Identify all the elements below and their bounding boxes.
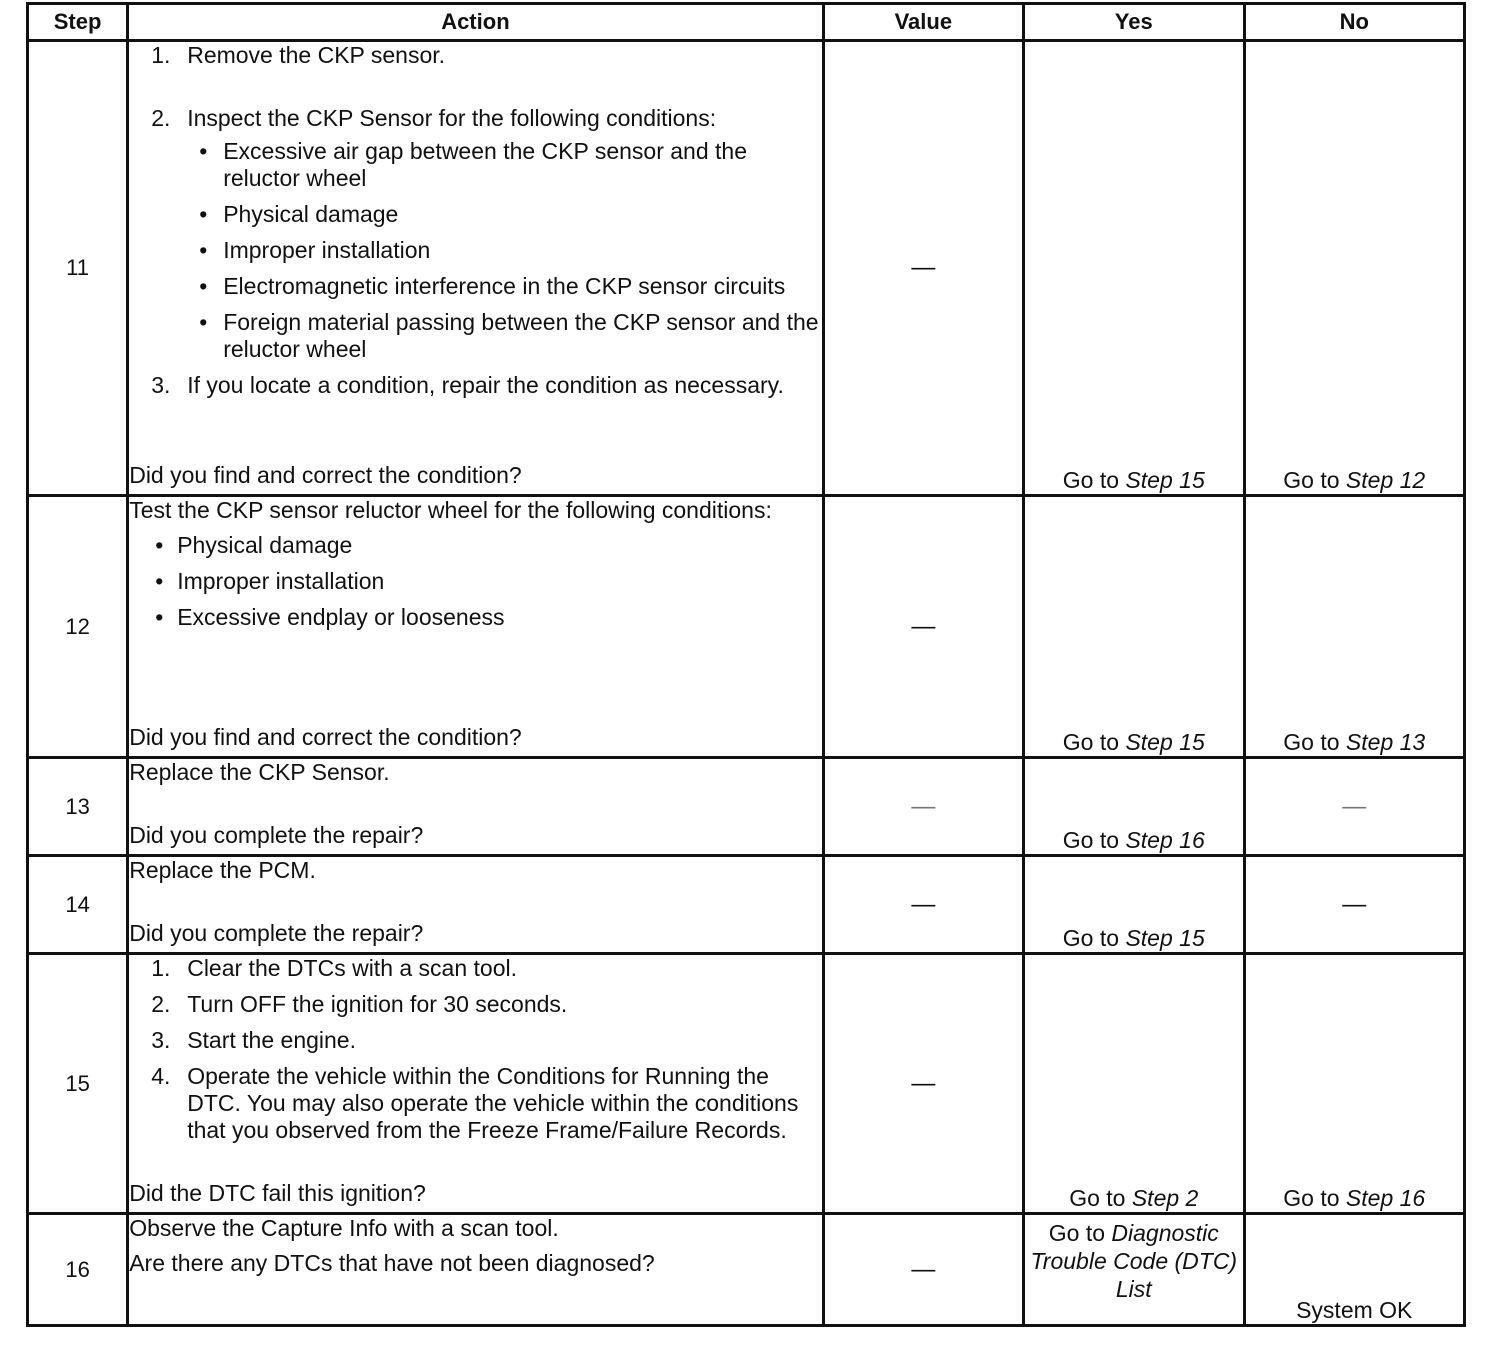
list-item bbox=[129, 42, 821, 69]
table-row-step-11 bbox=[28, 41, 1465, 496]
item-number: 2. bbox=[151, 991, 171, 1017]
bullet-item: • Excessive endplay or looseness bbox=[129, 604, 821, 631]
question-text: Are there any DTCs that have not been diagnosed? bbox=[129, 1250, 655, 1276]
list-item bbox=[129, 1027, 821, 1054]
header-no: No bbox=[1244, 4, 1465, 41]
value-cell: — bbox=[823, 856, 1023, 954]
intro-text: Replace the PCM. bbox=[129, 857, 316, 883]
action-cell bbox=[128, 1214, 823, 1326]
action-cell bbox=[128, 496, 823, 758]
item-text: Inspect the CKP Sensor for the following conditions: bbox=[187, 105, 717, 131]
no-cell: — bbox=[1244, 856, 1465, 954]
step-number: 16 bbox=[28, 1214, 128, 1326]
goto-prefix: Go to bbox=[1048, 1220, 1112, 1246]
no-cell bbox=[1244, 41, 1465, 496]
item-number: 1. bbox=[151, 955, 171, 981]
goto-prefix: Go to bbox=[1283, 467, 1346, 493]
item-text: Turn OFF the ignition for 30 seconds. bbox=[187, 991, 568, 1017]
step-number: 12 bbox=[28, 496, 128, 758]
bullet-item: • Excessive air gap between the CKP sensor and the reluctor wheel bbox=[187, 138, 821, 192]
question-text: Did you complete the repair? bbox=[129, 822, 424, 848]
yes-step-link[interactable]: Step 15 bbox=[1125, 729, 1205, 755]
item-text: Remove the CKP sensor. bbox=[187, 42, 446, 68]
header-row bbox=[28, 4, 1465, 41]
numbered-list bbox=[129, 955, 821, 1144]
item-number: 1. bbox=[151, 42, 171, 68]
yes-cell bbox=[1024, 41, 1244, 496]
table-row-step-12 bbox=[28, 496, 1465, 758]
yes-step-link[interactable]: Step 16 bbox=[1125, 827, 1205, 853]
yes-cell bbox=[1024, 856, 1244, 954]
goto-prefix: Go to bbox=[1283, 729, 1346, 755]
bullet-item: • Improper installation bbox=[129, 568, 821, 595]
step-number: 14 bbox=[28, 856, 128, 954]
yes-step-link[interactable]: Step 15 bbox=[1125, 467, 1205, 493]
item-number: 3. bbox=[151, 1027, 171, 1053]
value-cell: — bbox=[823, 954, 1023, 1214]
bullet-item: • Electromagnetic interference in the CKP sensor circuits bbox=[187, 273, 821, 300]
diagnostic-table bbox=[26, 2, 1466, 1327]
question-text: Did the DTC fail this ignition? bbox=[129, 1180, 426, 1206]
item-text: Start the engine. bbox=[187, 1027, 356, 1053]
value-cell: — bbox=[823, 41, 1023, 496]
action-cell bbox=[128, 41, 823, 496]
yes-cell bbox=[1024, 496, 1244, 758]
no-step-link[interactable]: Step 12 bbox=[1345, 467, 1426, 493]
table-row-step-14 bbox=[28, 856, 1465, 954]
bullet-list bbox=[187, 138, 821, 363]
goto-prefix: Go to bbox=[1062, 827, 1126, 853]
table-row-step-13 bbox=[28, 758, 1465, 856]
step-number: 13 bbox=[28, 758, 128, 856]
step-number: 11 bbox=[28, 41, 128, 496]
header-yes: Yes bbox=[1024, 4, 1244, 41]
list-item bbox=[129, 105, 821, 363]
goto-prefix: Go to bbox=[1283, 1185, 1346, 1211]
value-cell: — bbox=[823, 758, 1023, 856]
question-text: Did you find and correct the condition? bbox=[129, 462, 522, 488]
item-text: Clear the DTCs with a scan tool. bbox=[187, 955, 517, 981]
goto-prefix: Go to bbox=[1062, 925, 1126, 951]
question-text: Did you complete the repair? bbox=[129, 920, 424, 946]
action-cell bbox=[128, 954, 823, 1214]
yes-dtc-list-link[interactable]: Diagnostic Trouble Code (DTC) List bbox=[1030, 1220, 1238, 1302]
bullet-item: • Foreign material passing between the CKP sensor and the reluctor wheel bbox=[187, 309, 821, 363]
table-row-step-16 bbox=[28, 1214, 1465, 1326]
no-step-link[interactable]: Step 16 bbox=[1345, 1185, 1426, 1211]
action-cell bbox=[128, 758, 823, 856]
no-step-link[interactable]: Step 13 bbox=[1345, 729, 1426, 755]
list-item bbox=[129, 991, 821, 1018]
numbered-list bbox=[129, 42, 821, 399]
list-item bbox=[129, 955, 821, 982]
goto-prefix: Go to bbox=[1062, 729, 1126, 755]
item-number: 3. bbox=[151, 372, 171, 398]
goto-prefix: Go to bbox=[1069, 1185, 1132, 1211]
value-cell: — bbox=[823, 1214, 1023, 1326]
item-text: Operate the vehicle within the Conditions for Running the DTC. You may also operate the vehicle within the conditions that you observed from the Freeze Frame/Failure Records. bbox=[187, 1063, 799, 1143]
intro-text: Test the CKP sensor reluctor wheel for the following conditions: bbox=[129, 497, 772, 523]
bullet-item: • Physical damage bbox=[129, 532, 821, 559]
bullet-item: • Improper installation bbox=[187, 237, 821, 264]
yes-step-link[interactable]: Step 2 bbox=[1131, 1185, 1199, 1211]
bullet-item: • Physical damage bbox=[187, 201, 821, 228]
intro-text: Replace the CKP Sensor. bbox=[129, 759, 390, 785]
header-value: Value bbox=[823, 4, 1023, 41]
yes-cell bbox=[1024, 758, 1244, 856]
step-number: 15 bbox=[28, 954, 128, 1214]
header-action: Action bbox=[128, 4, 823, 41]
goto-prefix: Go to bbox=[1062, 467, 1126, 493]
yes-cell bbox=[1024, 954, 1244, 1214]
bullet-list bbox=[129, 532, 821, 631]
list-item bbox=[129, 1063, 821, 1144]
intro-text: Observe the Capture Info with a scan tool. bbox=[129, 1215, 559, 1241]
yes-cell bbox=[1024, 1214, 1244, 1326]
table-row-step-15 bbox=[28, 954, 1465, 1214]
item-text: If you locate a condition, repair the condition as necessary. bbox=[187, 372, 784, 398]
list-item bbox=[129, 372, 821, 399]
action-cell bbox=[128, 856, 823, 954]
yes-step-link[interactable]: Step 15 bbox=[1125, 925, 1205, 951]
item-number: 4. bbox=[151, 1063, 171, 1089]
no-cell bbox=[1244, 954, 1465, 1214]
value-cell: — bbox=[823, 496, 1023, 758]
no-cell bbox=[1244, 496, 1465, 758]
item-number: 2. bbox=[151, 105, 171, 131]
no-cell: System OK bbox=[1244, 1214, 1465, 1326]
header-step: Step bbox=[28, 4, 128, 41]
no-cell: — bbox=[1244, 758, 1465, 856]
question-text: Did you find and correct the condition? bbox=[129, 724, 522, 750]
